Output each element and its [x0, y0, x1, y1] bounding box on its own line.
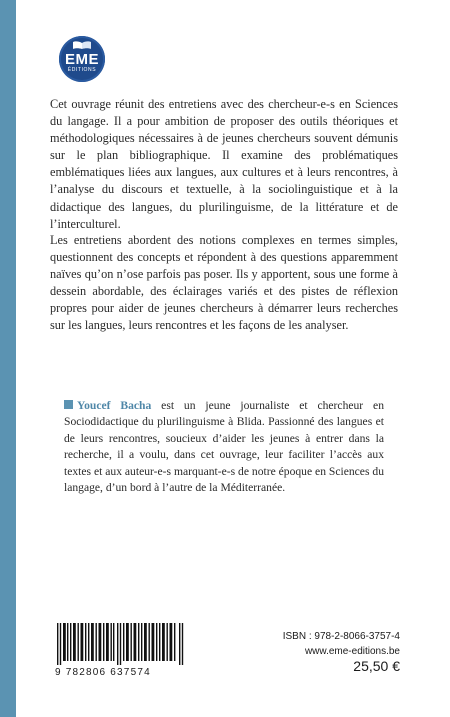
- description-paragraph-2: Les entretiens abordent des notions complexes en termes simples, questionnent des concepts et répondent à des questions apparemment naïves qu’on n’ose parfois pas poser. Ils y apportent, sous une forme à dessein abordable, des éclairages variés et des pistes de réflexion propres pour aider de jeunes chercheurs à démarrer leurs recherches sur les langues, leurs rencontres et les façons de les analyser.: [50, 233, 398, 333]
- logo-subtext: ÉDITIONS: [67, 67, 97, 73]
- square-bullet-icon: [64, 400, 73, 409]
- open-book-icon: [72, 40, 92, 50]
- description-paragraph-1: Cet ouvrage réunit des entretiens avec des chercheur-e-s en Sciences du langage. Il a pour ambition de proposer des outils théoriques et méthodologiques nécessaires à de jeunes chercheurs souvent démunis sur le plan bibliographique. Il examine des problématiques emblématiques liées aux langues, aux cultures et à leurs rencontres, à l’analyse du discours et textuelle, à la sociolinguistique et à la didactique des langues, du plurilinguisme, de la littérature et de l’interculturel.: [50, 97, 398, 231]
- publisher-logo: [59, 36, 105, 82]
- author-bio-text: est un jeune journaliste et chercheur en Sociodidactique du plurilinguisme à Blida. Passionné des langues et de leurs rencontres, soucieux d’aider les jeunes à entrer dans la recherche, il a voulu, dans cet ouvrage, leur faciliter l’accès aux textes et aux auteur-e-s marquant-e-s de notre époque en Sciences du langage, d’un bord à l’autre de la Méditerranée.: [64, 399, 384, 495]
- logo-text: EME: [64, 51, 99, 68]
- isbn-text: ISBN : 978-2-8066-3757-4: [282, 631, 400, 642]
- publisher-website: www.eme-editions.be: [304, 646, 400, 657]
- spine-accent-strip: [0, 0, 16, 717]
- barcode-number: 9 782806 637574: [55, 667, 151, 678]
- author-name: Youcef Bacha: [77, 399, 152, 412]
- price-text: 25,50 €: [353, 658, 400, 674]
- barcode: [57, 623, 184, 665]
- author-bio: [64, 398, 384, 496]
